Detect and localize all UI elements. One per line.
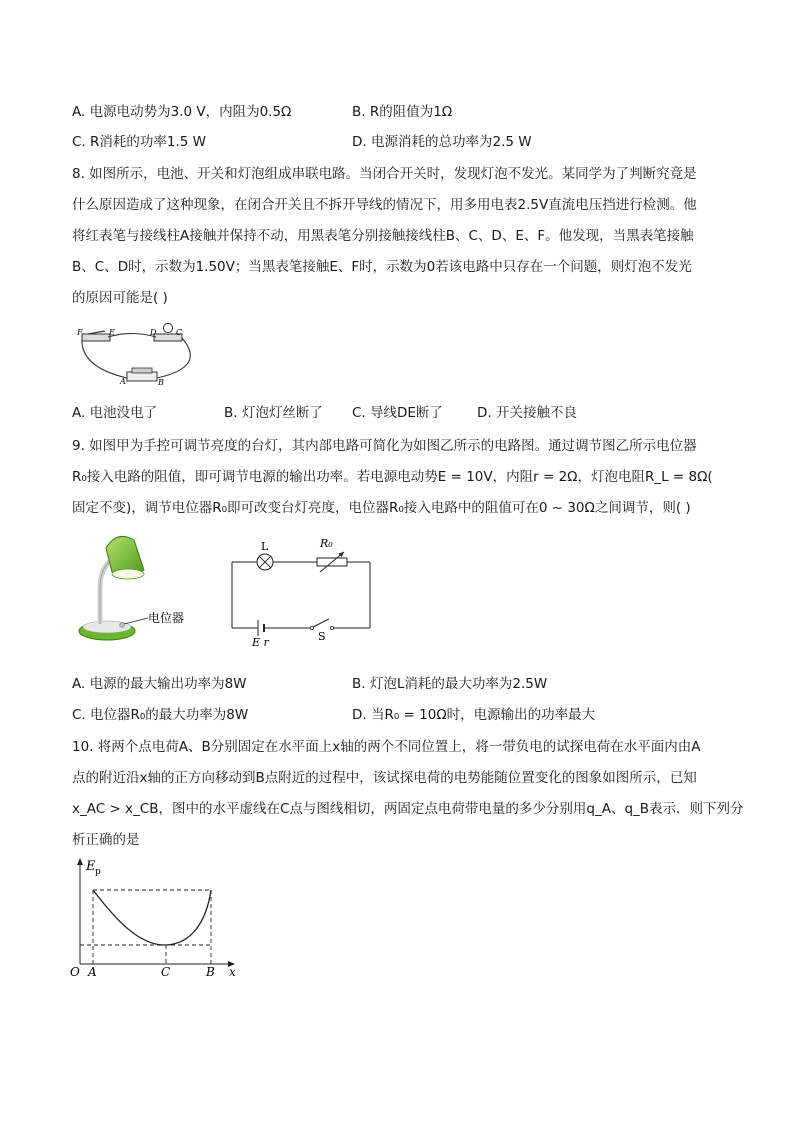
q8-text-line: 的原因可能是( ) xyxy=(72,290,168,306)
q10-text-line: 析正确的是 xyxy=(72,832,140,848)
q9-option-a: A. 电源的最大输出功率为8W xyxy=(72,676,247,692)
q9-text-line: R₀接入电路的阻值，即可调节电源的输出功率。若电源电动势E = 10V，内阻r = 2Ω，灯泡电阻R_L = 8Ω( xyxy=(72,469,713,485)
label-f: F xyxy=(77,328,83,337)
battery-cell xyxy=(132,368,152,373)
y-axis-label: E xyxy=(86,859,96,874)
potentiometer-knob-icon xyxy=(120,623,125,628)
wire-fa xyxy=(82,338,127,378)
switch-label: S xyxy=(318,630,326,643)
pointer-line xyxy=(124,618,148,624)
q10-text-line: x_AC > x_CB，图中的水平虚线在C点与图线相切，两固定点电荷带电量的多少分别用q_A、q_B表示．则下列分 xyxy=(72,801,744,817)
q7-option-a: A. 电源电动势为3.0 V，内阻为0.5Ω xyxy=(72,104,292,120)
rheostat-label: R₀ xyxy=(320,537,333,550)
q8-text-line: 将红表笔与接线柱A接触并保持不动，用黑表笔分别接触接线柱B、C、D、E、F。他发现，当黑表笔接触 xyxy=(72,228,694,244)
emf-label: E r xyxy=(252,636,269,649)
lamp-shade-rim xyxy=(112,569,144,579)
q8-option-d: D. 开关接触不良 xyxy=(477,405,577,421)
label-b: B xyxy=(158,378,164,387)
switch-base xyxy=(82,334,110,341)
label-e: E xyxy=(109,328,115,337)
label-c: C xyxy=(176,328,183,337)
q8-option-c: C. 导线DE断了 xyxy=(352,405,443,421)
lamp-bulb-icon xyxy=(164,324,173,333)
q9-text-line: 固定不变)，调节电位器R₀即可改变台灯亮度，电位器R₀接入电路中的阻值可在0 ~ 30Ω之间调节，则( ) xyxy=(72,500,691,516)
x-axis-label: x xyxy=(229,965,236,979)
q8-text-line: B、C、D时，示数为1.50V；当黑表笔接触E、F时，示数为0若该电路中只存在一个问题，则灯泡不发光 xyxy=(72,259,692,275)
switch-contact xyxy=(330,626,333,629)
q8-option-a: A. 电池没电了 xyxy=(72,405,158,421)
point-b-label: B xyxy=(206,965,215,979)
q9-option-c: C. 电位器R₀的最大功率为8W xyxy=(72,707,249,723)
q7-option-b: B. R的阻值为1Ω xyxy=(352,104,453,120)
q7-option-c: C. R消耗的功率1.5 W xyxy=(72,134,206,150)
potentiometer-label: 电位器 xyxy=(148,611,185,625)
switch-icon xyxy=(313,619,329,627)
lamp-label: L xyxy=(261,540,269,553)
y-axis-subscript: p xyxy=(95,867,101,877)
ep-curve xyxy=(93,890,211,945)
desk-lamp-figure xyxy=(72,528,212,648)
q9-text-line: 9. 如图甲为手控可调节亮度的台灯，其内部电路可简化为如图乙所示的电路图。通过调节图乙所示电位器 xyxy=(72,438,697,454)
q8-circuit-figure xyxy=(72,322,212,392)
label-a: A xyxy=(120,377,126,386)
point-a-label: A xyxy=(88,965,97,979)
q10-text-line: 点的附近沿x轴的正方向移动到B点附近的过程中，该试探电荷的电势能随位置变化的图象如图所示，已知 xyxy=(72,770,697,786)
q8-text-line: 什么原因造成了这种现象，在闭合开关且不拆开导线的情况下，用多用电表2.5V直流电压挡进行检测。他 xyxy=(72,197,697,213)
origin-label: O xyxy=(70,965,80,979)
lamp-neck xyxy=(100,560,112,624)
point-c-label: C xyxy=(161,965,171,979)
ep-x-graph xyxy=(68,854,248,979)
q8-text-line: 8. 如图所示，电池、开关和灯泡组成串联电路。当闭合开关时，发现灯泡不发光。某同学为了判断究竟是 xyxy=(72,166,697,182)
q9-option-b: B. 灯泡L消耗的最大功率为2.5W xyxy=(352,676,548,692)
q10-text-line: 10. 将两个点电荷A、B分别固定在水平面上x轴的两个不同位置上，将一带负电的试探电荷在水平面内由A xyxy=(72,739,701,755)
q9-option-d: D. 当R₀ = 10Ω时，电源输出的功率最大 xyxy=(352,707,596,723)
q8-option-b: B. 灯泡灯丝断了 xyxy=(224,405,323,421)
wire-cb xyxy=(157,338,190,378)
y-axis-arrow xyxy=(77,858,83,865)
label-d: D xyxy=(150,328,157,337)
wire-de xyxy=(108,334,156,338)
q9-circuit-diagram xyxy=(222,532,382,652)
q7-option-d: D. 电源消耗的总功率为2.5 W xyxy=(352,134,532,150)
